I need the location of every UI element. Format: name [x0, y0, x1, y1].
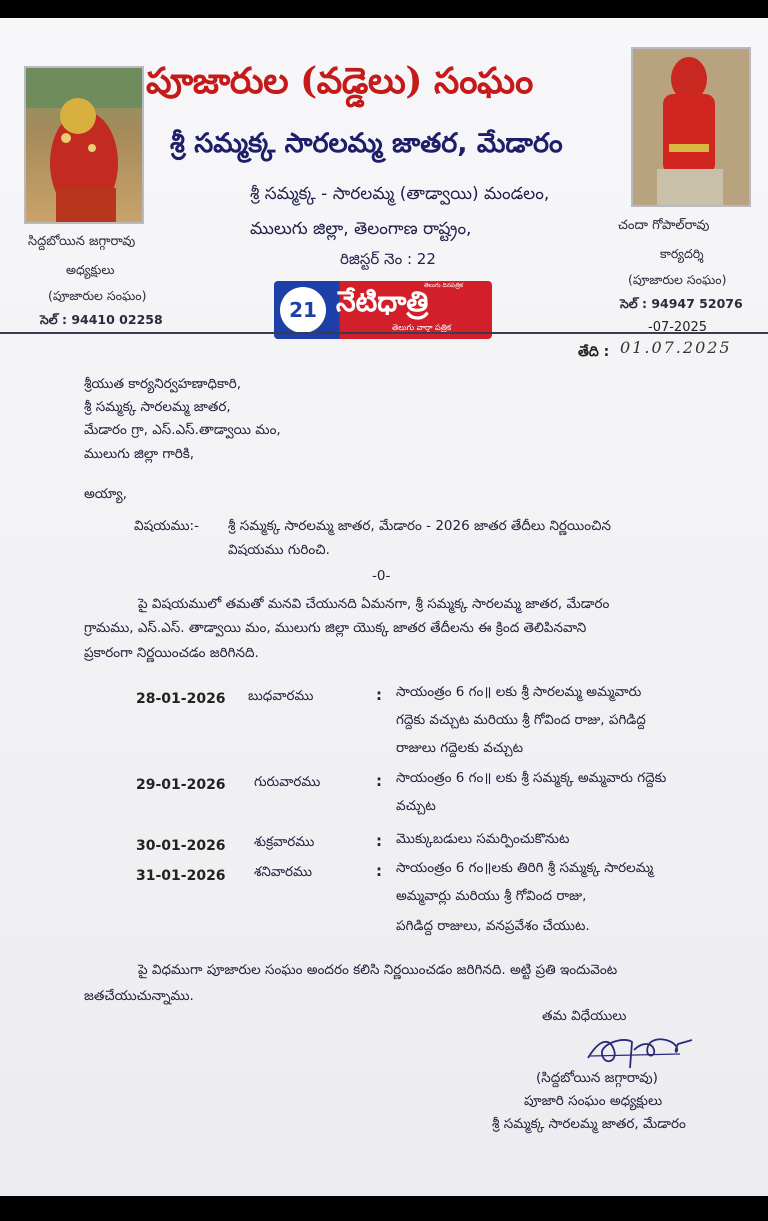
printed-date: -07-2025	[648, 320, 708, 335]
signoff-regards: తమ విధేయులు	[542, 1008, 627, 1024]
header-mandal-line: శ్రీ సమ్మక్క - సారలమ్మ (తాడ్వాయి) మండలం,	[250, 184, 550, 204]
logo-tagline: తెలుగు వార్తా పత్రిక	[392, 323, 452, 332]
right-officer-org: (పూజారుల సంఘం)	[628, 272, 727, 287]
schedule-date: 29-01-2026	[136, 777, 226, 793]
schedule-date: 31-01-2026	[136, 868, 226, 884]
subject-label: విషయము:-	[134, 518, 199, 534]
schedule-colon: :	[376, 772, 382, 790]
header-district-line: ములుగు జిల్లా, తెలంగాణ రాష్ట్రం,	[250, 219, 472, 239]
separator: -0-	[372, 568, 391, 584]
schedule-day: గురువారము	[254, 774, 321, 790]
logo-name: నేటిధాత్రి	[336, 285, 429, 318]
right-officer-role: కార్యదర్శి	[660, 246, 704, 261]
right-officer-phone: సెల్ : 94947 52076	[620, 296, 743, 311]
signoff-place: శ్రీ సమ్మక్క సారలమ్మ జాతర, మేడారం	[492, 1116, 686, 1132]
register-number: రిజిస్టర్ నెం : 22	[340, 250, 436, 268]
right-priest-photo	[631, 47, 751, 207]
handwritten-date: 01.07.2025	[620, 338, 732, 357]
schedule-date: 30-01-2026	[136, 838, 226, 854]
subject-line: శ్రీ సమ్మక్క సారలమ్మ జాతర, మేడారం - 2026 జాతర తేదీలు నిర్ణయించిన	[228, 518, 611, 534]
salutation: అయ్యా,	[84, 486, 127, 502]
schedule-detail: సాయంత్రం 6 గం॥ లకు శ్రీ సారలమ్మ అమ్మవారు	[396, 684, 642, 700]
closing-line: పై విధముగా పూజారుల సంఘం అందరం కలిసి నిర్ణయించడం జరిగినది. అట్టి ప్రతి ఇందువెంట	[138, 962, 618, 978]
jatara-subtitle: శ్రీ సమ్మక్క సారలమ్మ జాతర, మేడారం	[170, 128, 563, 159]
subject-line: విషయము గురించి.	[228, 542, 330, 558]
logo-top-note: తెలుగు దినపత్రిక	[424, 282, 464, 289]
schedule-detail: మొక్కుబడులు సమర్పించుకొనుట	[396, 831, 570, 847]
letter-page	[0, 18, 768, 1196]
left-officer-phone: సెల్ : 94410 02258	[40, 312, 163, 327]
schedule-day: బుధవారము	[248, 688, 314, 704]
schedule-detail: అమ్మవార్లు మరియు శ్రీ గోవింద రాజు,	[396, 888, 587, 904]
schedule-colon: :	[376, 832, 382, 850]
left-officer-role: అధ్యక్షులు	[66, 262, 115, 277]
schedule-day: శనివారము	[254, 864, 313, 880]
schedule-colon: :	[376, 862, 382, 880]
recipient-line: శ్రీ సమ్మక్క సారలమ్మ జాతర,	[84, 399, 231, 415]
paragraph-line: ప్రకారంగా నిర్ణయించడం జరిగినది.	[84, 645, 259, 661]
paragraph-line: గ్రామము, ఎస్.ఎస్. తాడ్వాయి మం, ములుగు జిల్లా యొక్క జాతర తేదీలను ఈ క్రింద తెలిపినవాని	[84, 620, 587, 636]
schedule-colon: :	[376, 686, 382, 704]
signoff-name: (సిద్దబోయిన జగ్గారావు)	[536, 1070, 658, 1086]
date-label: తేది :	[578, 344, 610, 360]
recipient-line: శ్రీయుత కార్యనిర్వహణాధికారి,	[84, 376, 242, 392]
right-officer-name: చందా గోపాల్‌రావు	[618, 218, 710, 233]
schedule-detail: సాయంత్రం 6 గం॥ లకు శ్రీ సమ్మక్క అమ్మవారు గద్దెకు	[396, 770, 667, 786]
schedule-detail: గద్దెకు వచ్చుట మరియు శ్రీ గోవింద రాజు, పగిడిద్ద	[396, 712, 646, 728]
schedule-detail: వచ్చుట	[396, 798, 436, 814]
schedule-date: 28-01-2026	[136, 691, 226, 707]
recipient-line: ములుగు జిల్లా గారికి,	[84, 446, 195, 462]
association-title: పూజారుల (వడ్డెలు) సంఘం	[146, 60, 533, 102]
paragraph-line: పై విషయములో తమతో మనవి చేయునది ఏమనగా, శ్రీ సమ్మక్క సారలమ్మ జాతర, మేడారం	[138, 596, 610, 612]
recipient-line: మేడారం గ్రా, ఎస్.ఎస్.తాడ్వాయి మం,	[84, 422, 281, 438]
left-officer-org: (పూజారుల సంఘం)	[48, 288, 147, 303]
left-deity-photo	[24, 66, 144, 224]
schedule-day: శుక్రవారము	[254, 834, 315, 850]
signature-image	[580, 1028, 700, 1072]
schedule-detail: పగిడిద్ద రాజులు, వనప్రవేశం చేయుట.	[396, 918, 590, 934]
left-officer-name: సిద్దబోయిన జగ్గారావు	[28, 234, 136, 249]
closing-line: జతచేయుచున్నాము.	[84, 988, 194, 1004]
newspaper-logo	[274, 281, 492, 339]
schedule-detail: రాజులు గద్దెలకు వచ్చుట	[396, 740, 524, 756]
schedule-detail: సాయంత్రం 6 గం॥లకు తిరిగి శ్రీ సమ్మక్క సారలమ్మ	[396, 860, 654, 876]
signoff-role: పూజారి సంఘం అధ్యక్షులు	[524, 1093, 663, 1109]
logo-badge: 21	[280, 287, 326, 333]
